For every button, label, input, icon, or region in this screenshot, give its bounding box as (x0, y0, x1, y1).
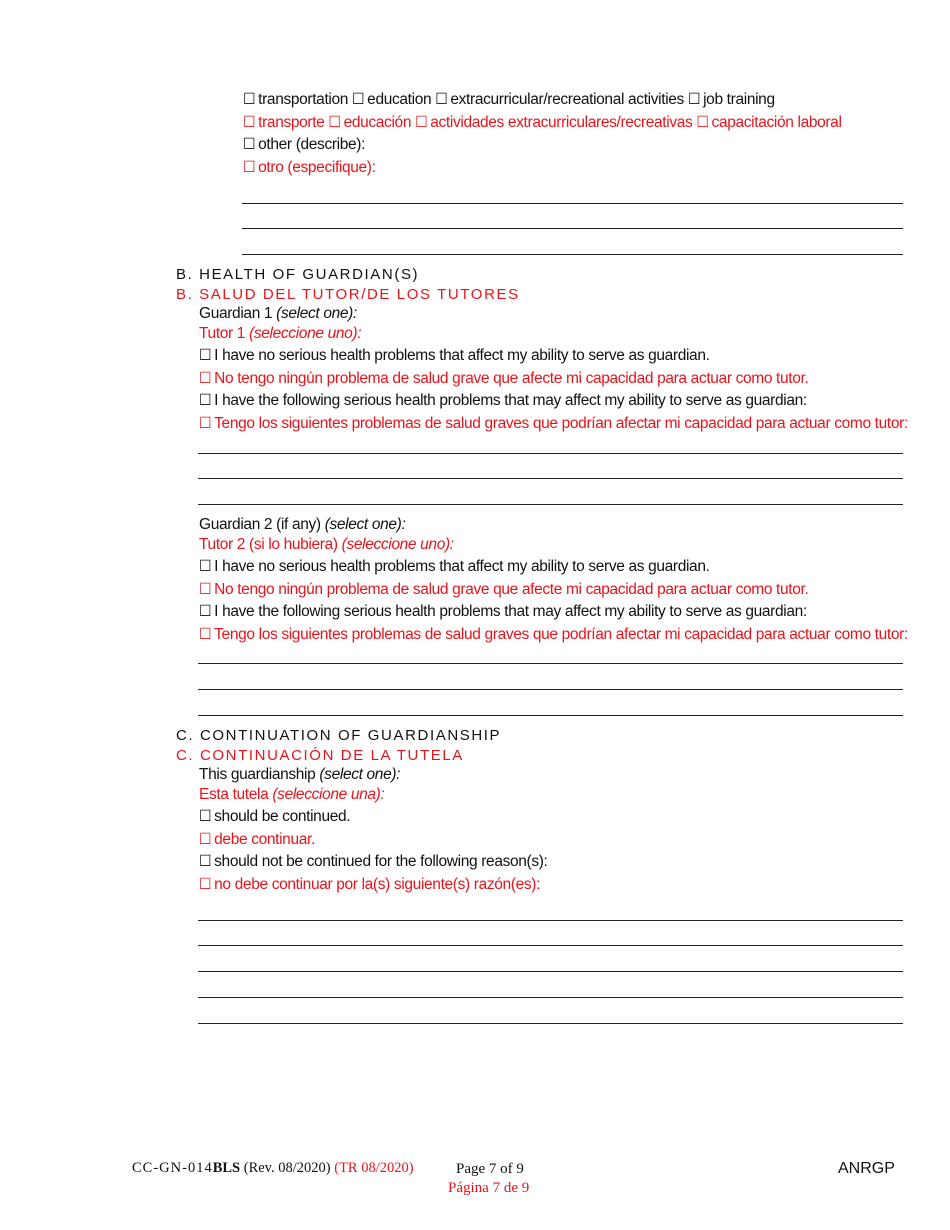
g1-checkbox-no-problems-en[interactable]: ☐ I have no serious health problems that affect my ability to serve as guardian. (199, 347, 710, 364)
section-b-heading-en: B. HEALTH OF GUARDIAN(S) (176, 266, 420, 283)
page-number-en: Page 7 of 9 (456, 1161, 524, 1177)
checkbox-not-continue-en[interactable]: ☐ should not be continued for the following reason(s): (199, 853, 548, 870)
checkbox-job-training[interactable]: ☐ job training (687, 91, 775, 108)
g1-checkbox-no-problems-es[interactable]: ☐ No tengo ningún problema de salud grave que afecte mi capacidad para actuar como tutor. (199, 370, 809, 387)
reason-line-2[interactable] (198, 945, 903, 946)
checkbox-not-continue-es[interactable]: ☐ no debe continuar por la(s) siguiente(s) razón(es): (199, 876, 541, 893)
reason-line-5[interactable] (198, 1023, 903, 1024)
g2-checkbox-no-problems-en[interactable]: ☐ I have no serious health problems that affect my ability to serve as guardian. (199, 558, 710, 575)
checkbox-continue-en[interactable]: ☐ should be continued. (199, 808, 351, 825)
guardianship-intro-es: Esta tutela (seleccione una): (199, 786, 385, 803)
reason-line-1[interactable] (198, 920, 903, 921)
checkbox-education[interactable]: ☐ education (352, 91, 432, 108)
checkbox-other-en[interactable]: ☐ other (describe): (243, 136, 366, 153)
checkbox-other-es[interactable]: ☐ otro (especifique): (243, 159, 376, 176)
guardian-2-label-en: Guardian 2 (if any) (select one): (199, 516, 406, 533)
other-describe-line-1[interactable] (242, 203, 903, 204)
guardian-2-label-es: Tutor 2 (si lo hubiera) (seleccione uno): (199, 536, 454, 553)
form-code: ANRGP (838, 1160, 895, 1177)
checkbox-actividades[interactable]: ☐ actividades extracurriculares/recreativas (415, 114, 693, 131)
guardian-1-label-es: Tutor 1 (seleccione uno): (199, 325, 362, 342)
g1-checkbox-has-problems-en[interactable]: ☐ I have the following serious health problems that may affect my ability to serve as guardian: (199, 392, 807, 409)
reason-line-4[interactable] (198, 997, 903, 998)
checkbox-transporte[interactable]: ☐ transporte (243, 114, 325, 131)
g1-checkbox-has-problems-es[interactable]: ☐ Tengo los siguientes problemas de salud graves que podrían afectar mi capacidad para actuar como tutor: (199, 415, 908, 432)
g1-problems-line-3[interactable] (198, 504, 903, 505)
page-number-es: Página 7 de 9 (448, 1180, 530, 1196)
guardianship-intro-en: This guardianship (select one): (199, 766, 401, 783)
checkbox-educacion[interactable]: ☐ educación (328, 114, 412, 131)
g2-problems-line-2[interactable] (198, 689, 903, 690)
section-b-heading-es: B. SALUD DEL TUTOR/DE LOS TUTORES (176, 286, 520, 303)
g2-checkbox-has-problems-en[interactable]: ☐ I have the following serious health problems that may affect my ability to serve as guardian: (199, 603, 807, 620)
section-c-heading-en: C. CONTINUATION OF GUARDIANSHIP (176, 727, 502, 744)
checkbox-continue-es[interactable]: ☐ debe continuar. (199, 831, 315, 848)
service-options-row-en (243, 91, 775, 109)
checkbox-transportation[interactable]: ☐ transportation (243, 91, 349, 108)
g2-checkbox-has-problems-es[interactable]: ☐ Tengo los siguientes problemas de salud graves que podrían afectar mi capacidad para actuar como tutor: (199, 626, 908, 643)
other-describe-line-3[interactable] (242, 254, 903, 255)
other-describe-line-2[interactable] (242, 228, 903, 229)
g2-problems-line-3[interactable] (198, 715, 903, 716)
form-number: CC-GN-014BLS (Rev. 08/2020) (TR 08/2020) (132, 1160, 414, 1176)
g1-problems-line-1[interactable] (198, 453, 903, 454)
g2-problems-line-1[interactable] (198, 663, 903, 664)
guardian-1-label-en: Guardian 1 (select one): (199, 305, 357, 322)
service-options-row-es (243, 114, 842, 132)
section-c-heading-es: C. CONTINUACIÓN DE LA TUTELA (176, 747, 464, 764)
checkbox-capacitacion[interactable]: ☐ capacitación laboral (696, 114, 842, 131)
g2-checkbox-no-problems-es[interactable]: ☐ No tengo ningún problema de salud grave que afecte mi capacidad para actuar como tutor. (199, 581, 809, 598)
reason-line-3[interactable] (198, 971, 903, 972)
checkbox-extracurricular[interactable]: ☐ extracurricular/recreational activities (435, 91, 684, 108)
g1-problems-line-2[interactable] (198, 478, 903, 479)
